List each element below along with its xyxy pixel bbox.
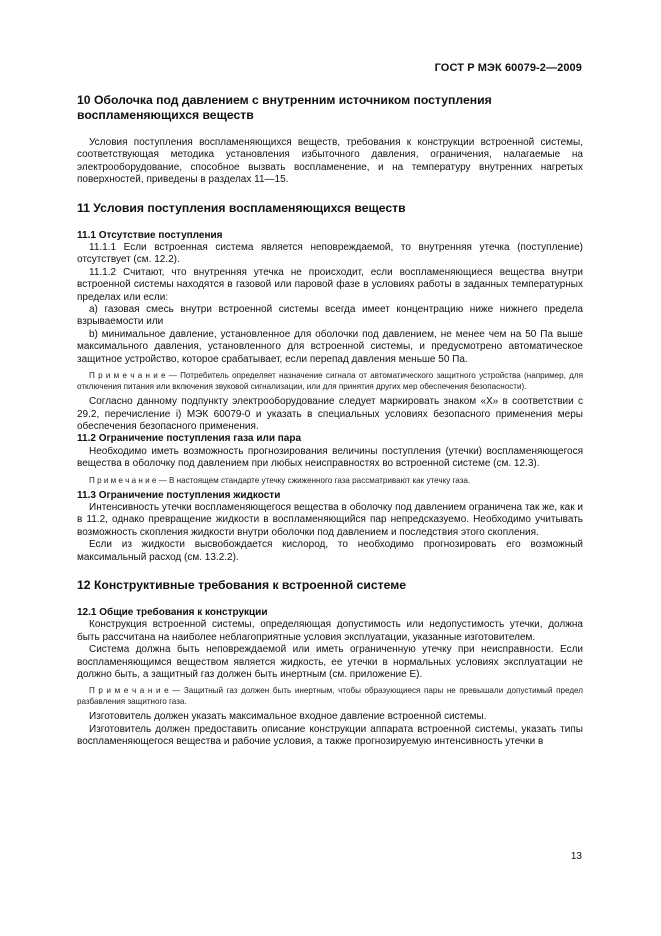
paragraph-12-1-1: Конструкция встроенной системы, определяющая допустимость или недопустимость утечки, должна быть рассчитана на наиболее неблагоприятные условия эксплуатации, указанные изготовителем. xyxy=(77,619,583,643)
paragraph-12-1-2: Система должна быть неповреждаемой или иметь ограниченную утечку при неисправности. Если воспламеняющимся веществом является жидкость, ее утечки в нормальных условиях эксплуатации не должно быть, а защитный газ должен быть инертным (см. приложение Е). xyxy=(77,644,583,680)
paragraph-11-1-2: 11.1.2 Считают, что внутренняя утечка не происходит, если воспламеняющиеся вещества внутри встроенной системы находятся в газовой или паровой фазе в условиях работы в заданных температурных пределах или если: xyxy=(77,266,583,303)
note-1-text: — Потребитель определяет назначение сигнала от автоматического защитного устройства (например, для отключения питания или включения звуковой сигнализации, или для принятия других мер обеспечения безопасности). xyxy=(77,371,584,392)
section-10-title: 10 Оболочка под давлением с внутренним источником поступления воспламеняющихся веществ xyxy=(77,93,492,122)
section-10-paragraph: Условия поступления воспламеняющихся веществ, требования к конструкции встроенной системы, соответствующая методика установления избыточного давления, ограничения, налагаемые на электрооборудование, способное вызвать воспламенение, и на температуру внутренних нагретых поверхностей, приведены в разделах 11—15. xyxy=(77,137,583,186)
section-11-title: 11 Условия поступления воспламеняющихся веществ xyxy=(77,200,406,215)
paragraph-11-3-a: Интенсивность утечки воспламеняющегося вещества в оболочку под давлением ограничена так же, как и в 11.2, однако превращение жидкости в воспламеняющийся пар непредсказуемо. Необходимо учитывать возможность скопления жидкости внутри оболочки под давлением и последствия этого скопления. xyxy=(77,501,583,538)
note-1 xyxy=(77,370,583,392)
paragraph-12-1-4: Изготовитель должен предоставить описание конструкции аппарата встроенной системы, указать типы воспламеняющегося вещества и рабочие условия, а также прогнозируемую интенсивность утечки в xyxy=(77,723,583,748)
document-header: ГОСТ Р МЭК 60079-2—2009 xyxy=(434,62,582,74)
note-2 xyxy=(77,475,583,486)
page-number: 13 xyxy=(570,851,582,862)
note-2-text: — В настоящем стандарте утечку сжиженного газа рассматривают как утечку газа. xyxy=(156,475,471,485)
note-3 xyxy=(77,685,583,707)
list-item-b: b) минимальное давление, установленное для оболочки под давлением, не менее чем на 50 Па выше максимального давления, установленного для встроенной системы, и предусмотрено автоматическое защитное устройство, которое срабатывает, если перепад давления меньше 50 Па. xyxy=(77,328,583,365)
subsection-11-2-title: 11.2 Ограничение поступления газа или пара xyxy=(77,433,302,445)
subsection-11-3-title: 11.3 Ограничение поступления жидкости xyxy=(77,489,281,501)
note-label: П р и м е ч а н и е xyxy=(89,475,157,485)
paragraph-11-2: Необходимо иметь возможность прогнозирования величины поступления (утечки) воспламеняющегося вещества в оболочку под давлением при любых неисправностях во встроенной системе (см. 12.3). xyxy=(77,445,583,470)
note-label: П р и м е ч а н и е xyxy=(89,686,169,696)
subsection-12-1-title: 12.1 Общие требования к конструкции xyxy=(77,606,268,618)
note-3-text: — Защитный газ должен быть инертным, чтобы образующиеся пары не превышали допустимый предел разбавления защитного газа. xyxy=(77,686,583,707)
subsection-11-1-title: 11.1 Отсутствие поступления xyxy=(77,229,223,241)
list-item-a: a) газовая смесь внутри встроенной системы всегда имеет концентрацию ниже нижнего предела взрываемости или xyxy=(77,304,583,328)
section-12-title: 12 Конструктивные требования к встроенной системе xyxy=(77,577,407,592)
paragraph-12-1-3: Изготовитель должен указать максимальное входное давление встроенной системы. xyxy=(89,711,487,723)
page-content xyxy=(77,93,583,749)
paragraph-11-1-1: 11.1.1 Если встроенная система является неповреждаемой, то внутренняя утечка (поступление) отсутствует (см. 12.2). xyxy=(77,242,583,266)
paragraph-11-3-b: Если из жидкости высвобождается кислород, то необходимо прогнозировать его возможный максимальный расход (см. 13.2.2). xyxy=(77,539,583,563)
note-label: П р и м е ч а н и е xyxy=(89,371,166,381)
paragraph-marking: Согласно данному подпункту электрооборудование следует маркировать знаком «Х» в соответствии с 29.2, перечисление i) МЭК 60079-0 и указать в специальных условиях безопасного применения меры обеспечения безопасного применения. xyxy=(77,396,583,432)
